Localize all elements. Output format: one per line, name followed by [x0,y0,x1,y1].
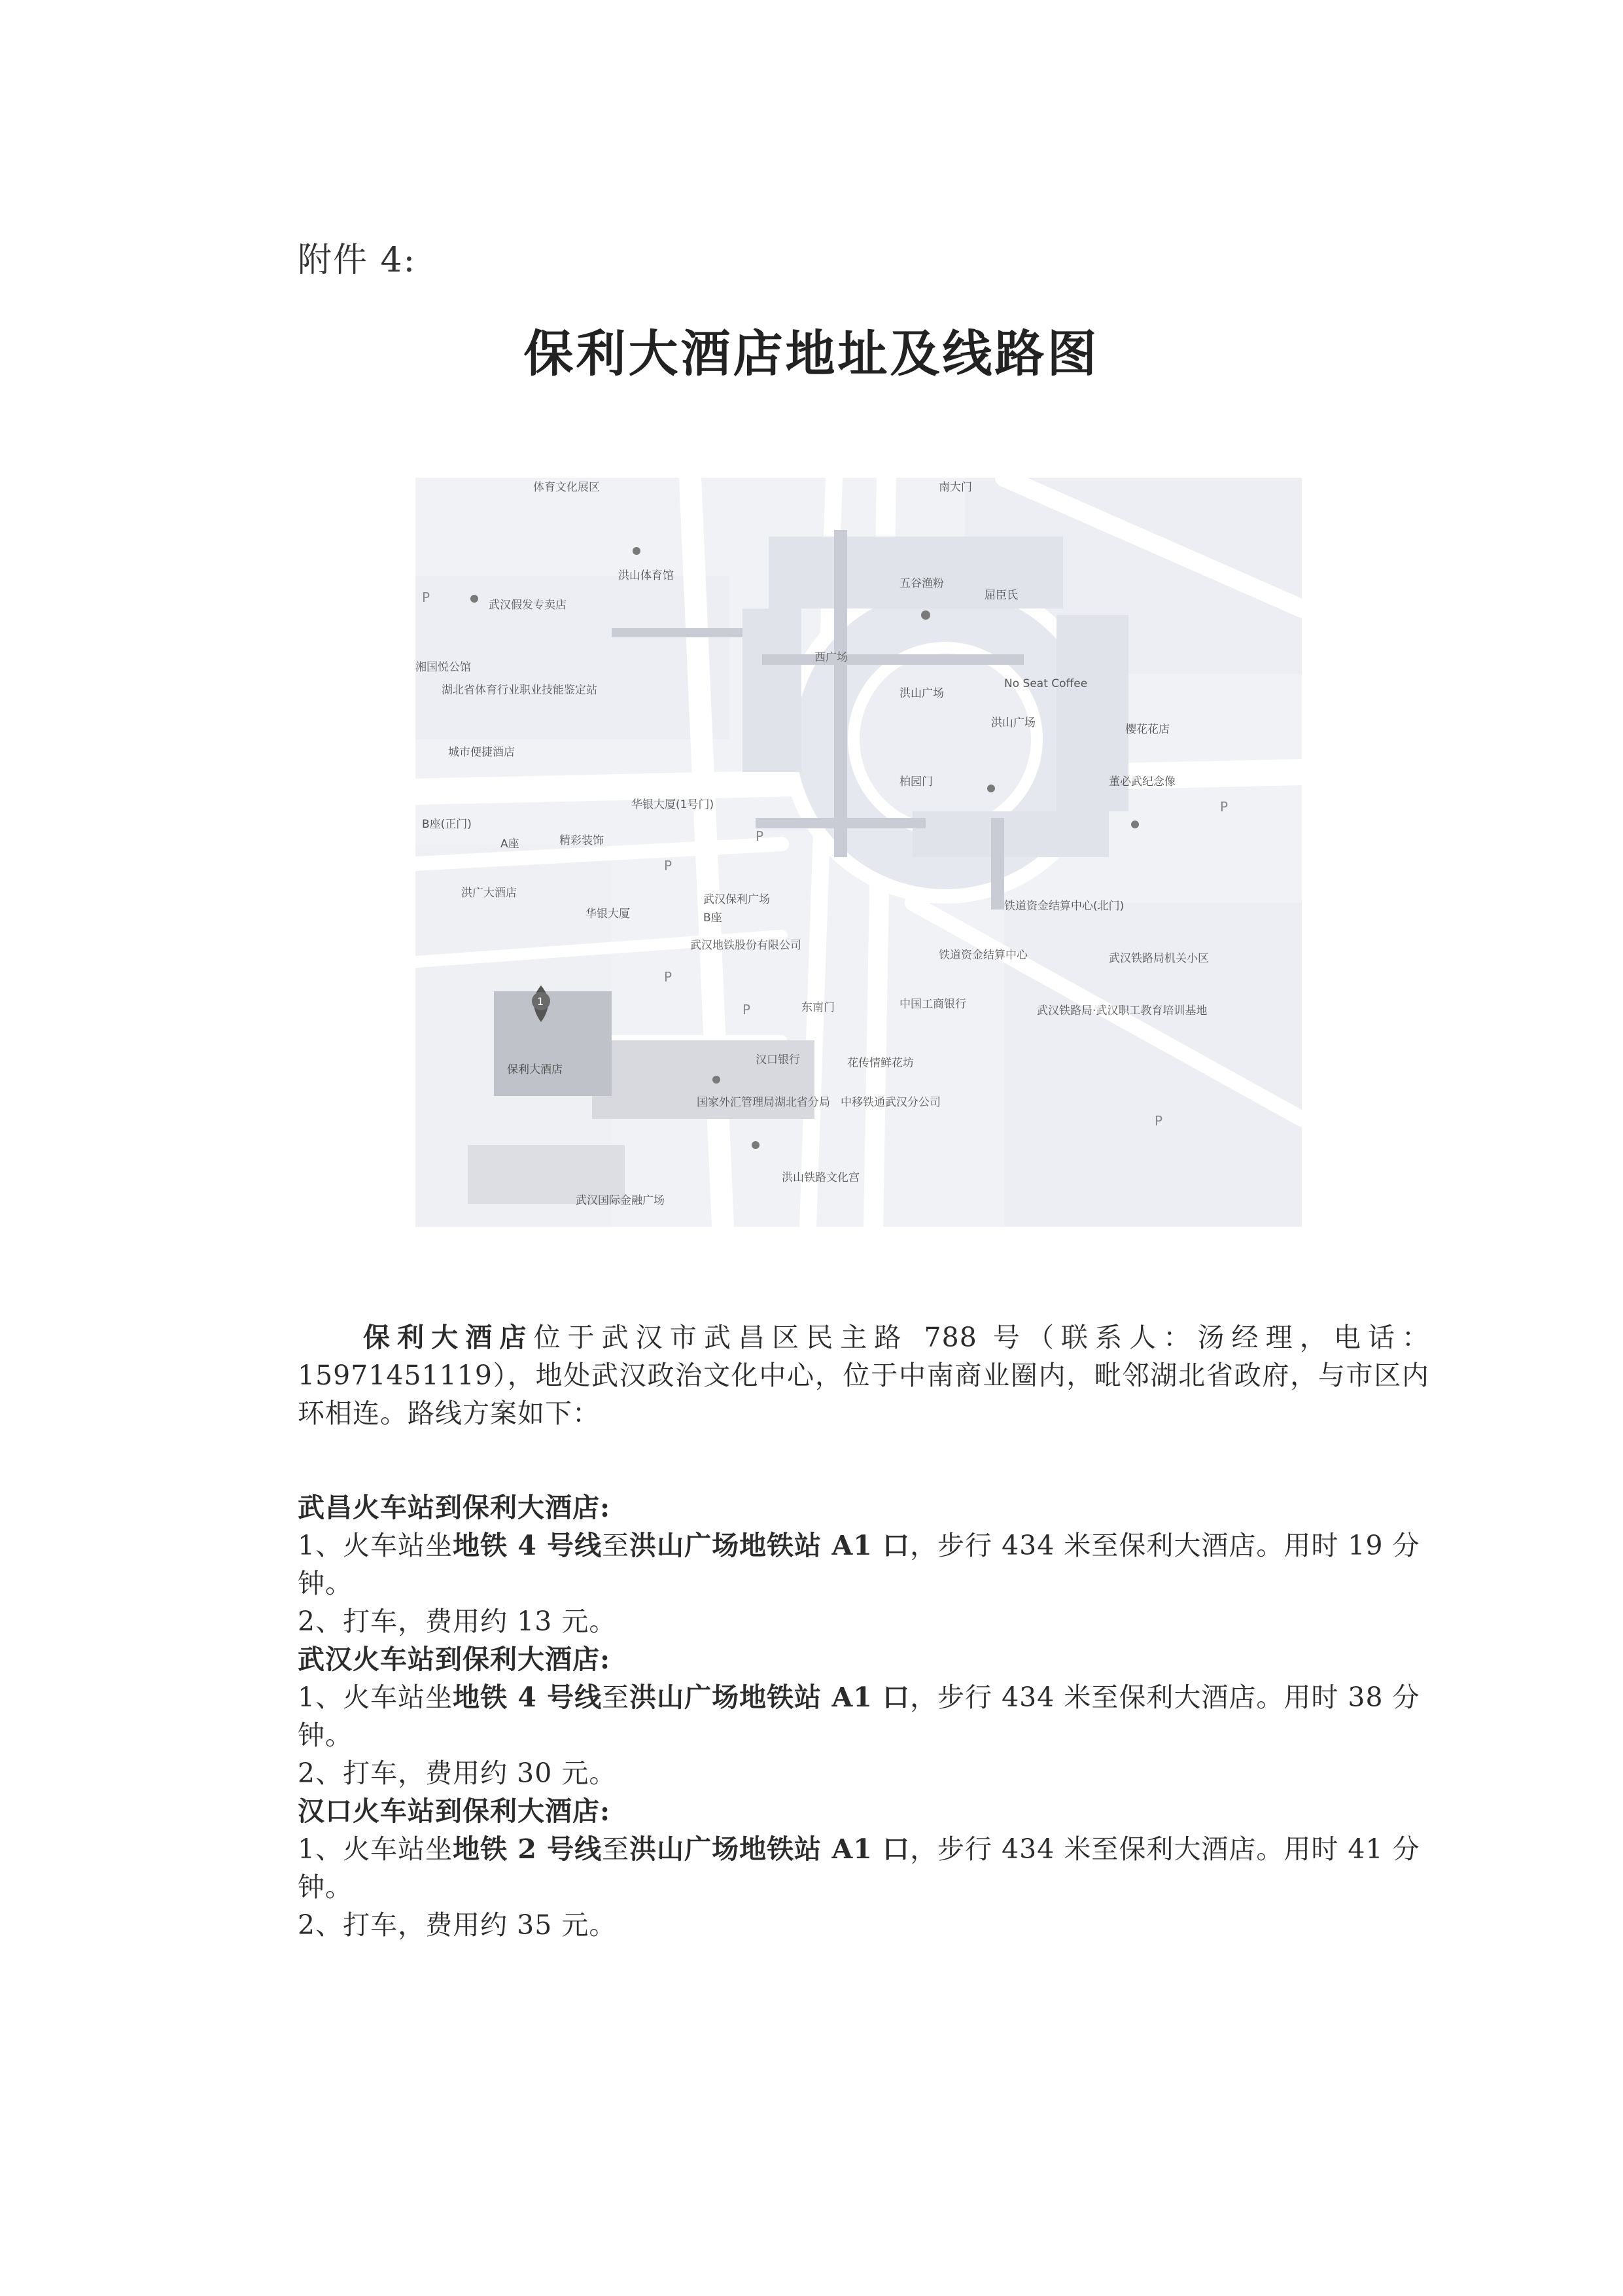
route-metro-prefix: 1、火车站坐 [298,1530,453,1561]
map-canvas [415,478,1302,1227]
route-metro-option [298,1527,1429,1602]
map-label-a-zuo: A座 [500,838,519,851]
route-taxi-option: 2、打车，费用约 13 元。 [298,1606,617,1637]
route-heading: 武汉火车站到保利大酒店: [298,1644,611,1675]
map-label-b-zuo: B座(正门) [422,818,472,831]
map-label-railway-clearing: 铁道资金结算中心(北门) [1004,900,1125,913]
route-metro-mid: 至 [602,1530,630,1561]
map-label-south-gate: 南大门 [939,481,972,494]
map-label-hongshan-gym: 洪山体育馆 [618,569,674,582]
route-hankou [298,1792,1429,1944]
parking-icon: P [664,858,672,874]
route-heading: 汉口火车站到保利大酒店: [298,1795,611,1827]
intro-text: 位于武汉市武昌区民主路 788 号（联系人：汤经理，电话：15971451119），地处武汉政治文化中心，位于中南商业圈内，毗邻湖北省政府，与市区内环相连。路线方案如下： [298,1322,1429,1429]
map-label-railway-clearing2: 铁道资金结算中心 [939,949,1028,962]
route-map [415,478,1302,1227]
map-label-west-plaza: 西广场 [814,651,848,664]
parking-icon: P [1155,1113,1163,1129]
map-label-hongshan-railway: 洪山铁路文化宫 [782,1171,860,1184]
map-label-baiyun-gate: 柏园门 [899,775,933,788]
attachment-label: 附件 4: [298,241,417,280]
route-metro-suffix: ，步行 434 米至保利大酒店。用时 38 分钟。 [298,1682,1420,1751]
map-label-poly-plaza: 武汉保利广场 [703,893,770,906]
map-label-sports-school: 湖北省体育行业职业技能鉴定站 [442,684,597,697]
map-label-city-hotel: 城市便捷酒店 [448,746,515,759]
map-label-guojiao: 湘国悦公馆 [415,661,471,674]
route-metro-suffix: ，步行 434 米至保利大酒店。用时 19 分钟。 [298,1530,1420,1599]
parking-icon: P [742,1002,751,1017]
map-label-forex-bureau: 国家外汇管理局湖北省分局 [697,1096,830,1109]
map-label-east-gate: 东南门 [801,1001,835,1014]
parking-icon: P [422,590,430,605]
route-metro-option [298,1678,1429,1754]
route-metro-station: 洪山广场地铁站 A1 口 [629,1530,911,1561]
map-label-jingcai: 精彩装饰 [559,834,604,847]
parking-icon: P [756,828,764,844]
route-metro-prefix: 1、火车站坐 [298,1833,453,1865]
map-label-hankou-bank: 汉口银行 [756,1053,800,1067]
route-taxi-option: 2、打车，费用约 30 元。 [298,1757,617,1789]
map-label-qu-chen-shi: 屈臣氏 [985,589,1018,602]
map-label-dong-biwu: 董必武纪念像 [1109,775,1176,788]
route-metro-suffix: ，步行 434 米至保利大酒店。用时 41 分钟。 [298,1833,1420,1903]
map-label-china-mobile: 中移铁通武汉分公司 [841,1096,941,1109]
hotel-pin-number: 1 [537,995,544,1008]
map-label-hongshan-station: 洪山广场 [899,687,944,700]
parking-icon: P [1220,799,1229,815]
route-metro-station: 洪山广场地铁站 A1 口 [629,1682,911,1713]
route-heading: 武昌火车站到保利大酒店: [298,1492,611,1523]
route-wuchang [298,1489,1429,1640]
intro-hotel-name: 保利大酒店 [363,1322,534,1353]
map-label-huayin-building: 华银大厦(1号门) [631,798,714,811]
route-metro-prefix: 1、火车站坐 [298,1682,453,1713]
map-label-no-seat-coffee: No Seat Coffee [1004,677,1088,690]
map-label-railway-bureau: 武汉铁路局机关小区 [1109,952,1209,965]
map-label-icbc: 中国工商银行 [899,998,966,1011]
parking-icon: P [664,969,672,985]
route-metro-line: 地铁 2 号线 [453,1833,602,1865]
route-metro-line: 地铁 4 号线 [453,1682,602,1713]
map-label-bldg-b: B座 [703,911,722,925]
route-metro-mid: 至 [602,1833,630,1865]
map-label-wh-wholesale: 武汉假发专卖店 [489,599,567,612]
map-label-finance-plaza: 武汉国际金融广场 [576,1194,665,1207]
route-metro-mid: 至 [602,1682,630,1713]
page-title: 保利大酒店地址及线路图 [523,325,1100,383]
map-label-youyue: 樱花花店 [1125,723,1170,736]
intro-paragraph [298,1318,1429,1432]
route-metro-station: 洪山广场地铁站 A1 口 [629,1833,911,1865]
map-label-poly-hotel: 保利大酒店 [507,1063,563,1076]
map-label-huayin-tower: 华银大厦 [585,908,630,921]
map-label-hongshan-square: 洪山广场 [991,716,1036,730]
route-wuhan [298,1640,1429,1792]
map-label-sports-zone: 体育文化展区 [533,481,600,494]
routes-section [298,1489,1429,1944]
map-label-railway-training: 武汉铁路局·武汉职工教育培训基地 [1037,1004,1208,1017]
map-label-huachuan: 花传情鲜花坊 [847,1057,914,1070]
map-label-metro-company: 武汉地铁股份有限公司 [690,939,801,952]
map-label-wuyi: 五谷渔粉 [899,577,944,590]
route-taxi-option: 2、打车，费用约 35 元。 [298,1909,617,1941]
map-label-hongguang-hotel: 洪广大酒店 [461,887,517,900]
route-metro-line: 地铁 4 号线 [453,1530,602,1561]
route-metro-option [298,1830,1429,1906]
